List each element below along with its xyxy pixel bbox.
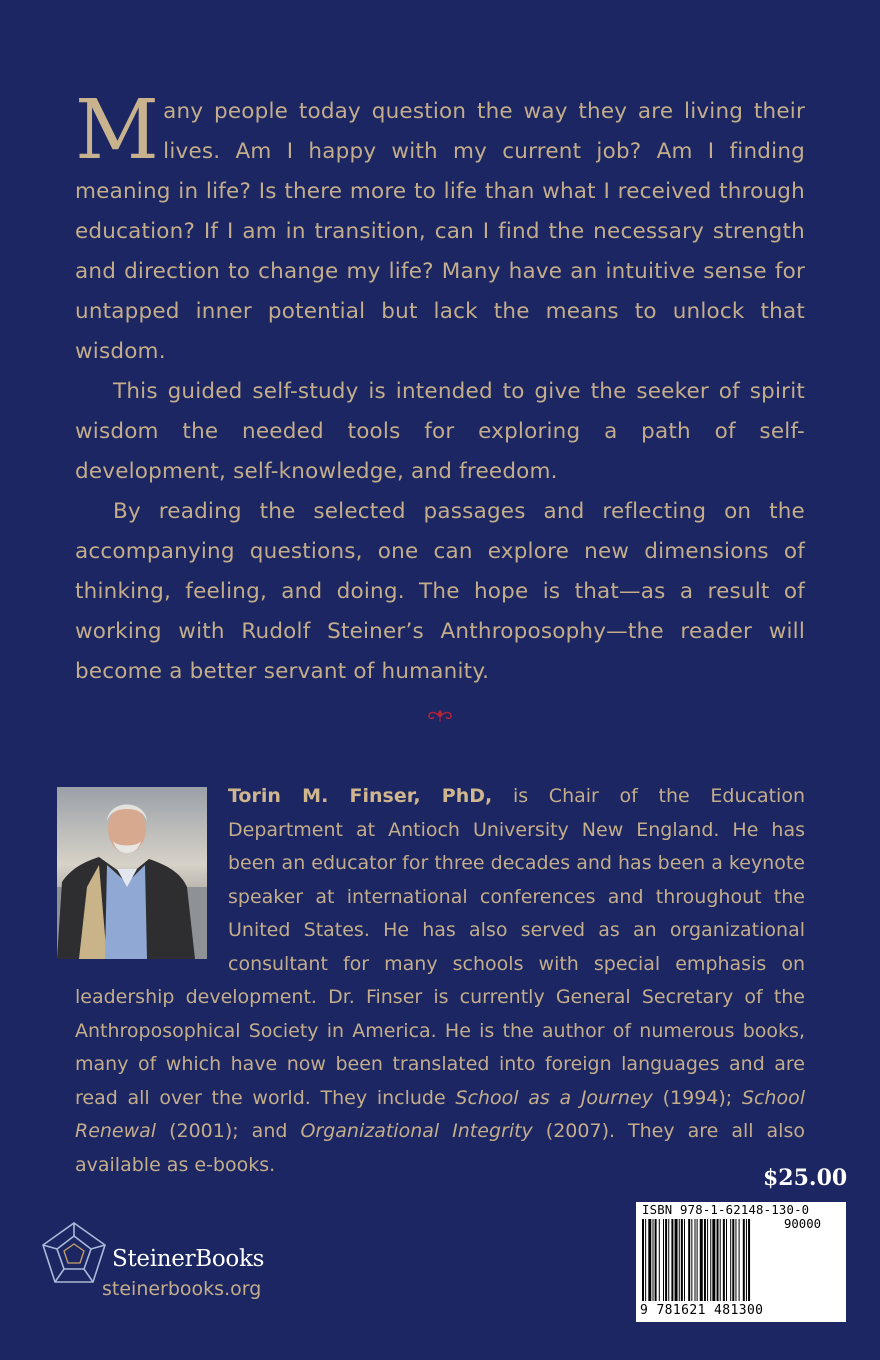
book-title-organizational-integrity: Organizational Integrity (300, 1120, 533, 1142)
bio-text-2: (1994); (652, 1086, 742, 1109)
publisher-name: SteinerBooks (112, 1246, 265, 1272)
blurb-paragraph-1 (75, 83, 805, 372)
publisher-logo (38, 1220, 288, 1310)
isbn-label: ISBN 978-1-62148-130-0 (642, 1203, 810, 1217)
back-cover-blurb (75, 83, 805, 692)
book-title-school-renewal: School Renewal (75, 1086, 805, 1142)
book-title-school-as-a-journey: School as a Journey (455, 1086, 653, 1109)
price: $25.00 (763, 1165, 848, 1191)
blurb-paragraph-1-text: any people today question the way they are living their lives. Am I happy with my current job? Am I finding meaning in life? Is there more to life than what I received through education? If I am in transition, can I find the necessary strength and direction to change my life? Many have an intuitive sense for untapped inner potential but lack the means to unlock that wisdom. (75, 99, 805, 364)
barcode-addon-number: 90000 (784, 1217, 822, 1231)
bio-text-3: (2001); and (156, 1120, 301, 1142)
fleuron-ornament-icon (426, 706, 454, 724)
publisher-url: steinerbooks.org (102, 1278, 262, 1300)
bio-text-4: (2007). They are all also available as e-books. (75, 1120, 805, 1176)
bio-text-1: is Chair of the Education Department at Antioch University New England. He has been an educator for three decades and has been a keynote speaker at international conferences and throughout the United States. He has also served as an organizational consultant for many schools with special emphasis on leadership development. Dr. Finser is currently General Secretary of the Anthroposophical Society in America. He is the author of numerous books, many of which have now been translated into foreign languages and are read all over the world. They include (75, 785, 805, 1109)
drop-cap: M (75, 83, 160, 178)
author-name: Torin M. Finser, PhD, (228, 785, 493, 807)
author-bio (75, 780, 805, 1182)
isbn-barcode (636, 1202, 846, 1322)
barcode-digits: 9 781621 481300 (640, 1303, 764, 1318)
dodecahedron-logo-icon (38, 1220, 110, 1292)
blurb-paragraph-2: This guided self-study is intended to give the seeker of spirit wisdom the needed tools for exploring a path of self-development, self-knowledge, and freedom. (75, 379, 805, 484)
blurb-paragraph-3: By reading the selected passages and reflecting on the accompanying questions, one can explore new dimensions of thinking, feeling, and doing. The hope is that—as a result of working with Rudolf Steiner’s Anthroposophy—the reader will become a better servant of humanity. (75, 499, 805, 684)
